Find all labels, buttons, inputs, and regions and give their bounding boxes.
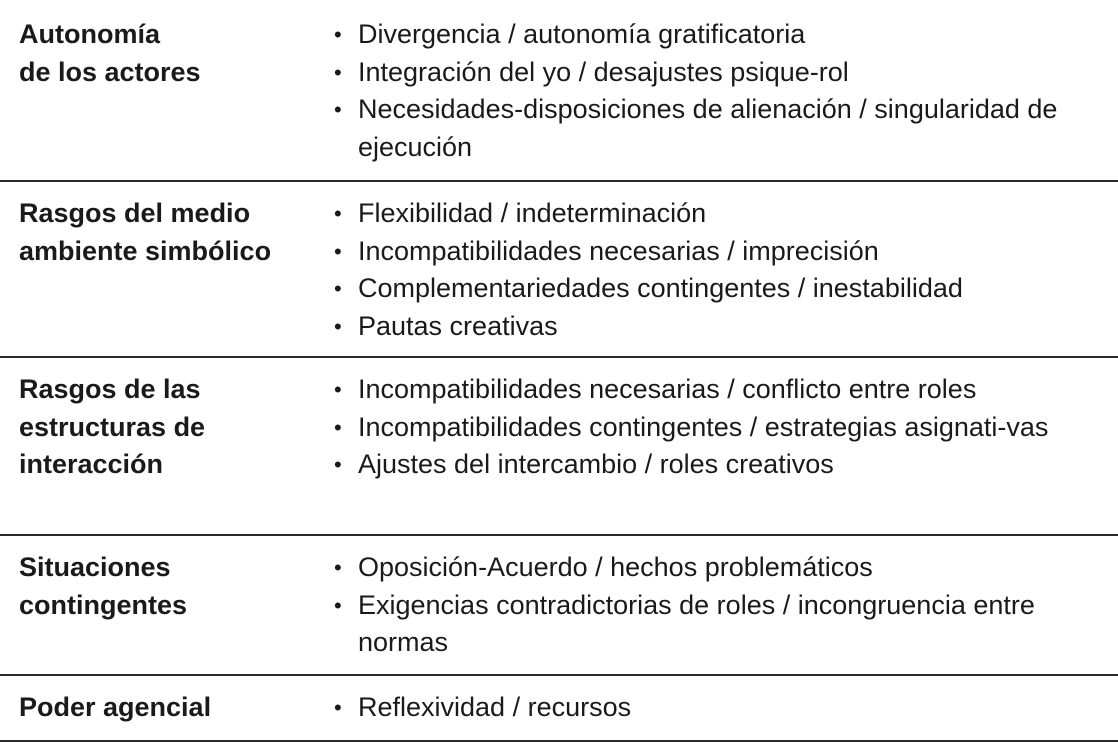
row-category: Rasgos del medio ambiente simbólico [19,198,272,266]
row-category: Situaciones contingentes [19,552,188,620]
table-row-autonomia [0,0,1118,182]
list-item: • Complementariedades contingentes / inestabilidad [334,270,1108,308]
list-item: • Exigencias contradictorias de roles / incongruencia entre normas [334,587,1108,662]
list-item: • Oposición-Acuerdo / hechos problemáticos [334,549,1108,587]
row-items [334,371,1108,484]
list-item: • Integración del yo / desajustes psique-rol [334,54,1108,92]
row-items [334,195,1108,345]
bullet-icon: • [334,238,342,264]
bullet-icon: • [334,97,342,122]
table-row-medio-simbolico [0,182,1118,358]
table-row-estructuras-interaccion [0,358,1118,536]
bullet-icon: • [334,592,342,618]
bullet-icon: • [334,313,342,339]
row-category: Rasgos de las estructuras de interacción [19,374,206,479]
list-item: • Divergencia / autonomía gratificatoria [334,16,1108,54]
bullet-icon: • [334,695,342,720]
bullet-icon: • [334,22,342,47]
table-row-poder-agencial [0,676,1118,742]
bullet-icon: • [334,377,342,402]
row-items [334,689,1108,727]
row-items [334,16,1108,166]
list-item: • Ajustes del intercambio / roles creativos [334,446,1108,484]
list-item: • Reflexividad / recursos [334,689,1108,727]
list-item: • Incompatibilidades necesarias / imprecisión [334,233,1108,271]
row-category: Autonomía de los actores [19,19,201,87]
bullet-icon: • [334,59,342,85]
list-item: • Flexibilidad / indeterminación [334,195,1108,233]
bullet-icon: • [334,452,342,477]
list-item: • Incompatibilidades contingentes / estrategias asignati-vas [334,409,1108,447]
row-items [334,549,1108,662]
list-item: • Incompatibilidades necesarias / conflicto entre roles [334,371,1108,409]
bullet-icon: • [334,555,342,580]
bullet-icon: • [334,276,342,301]
row-category: Poder agencial [19,692,212,722]
list-item: • Pautas creativas [334,308,1108,346]
bullet-icon: • [334,414,342,440]
list-item: • Necesidades-disposiciones de alienación / singularidad de ejecución [334,91,1108,166]
bullet-icon: • [334,201,342,226]
table-row-situaciones-contingentes [0,536,1118,676]
